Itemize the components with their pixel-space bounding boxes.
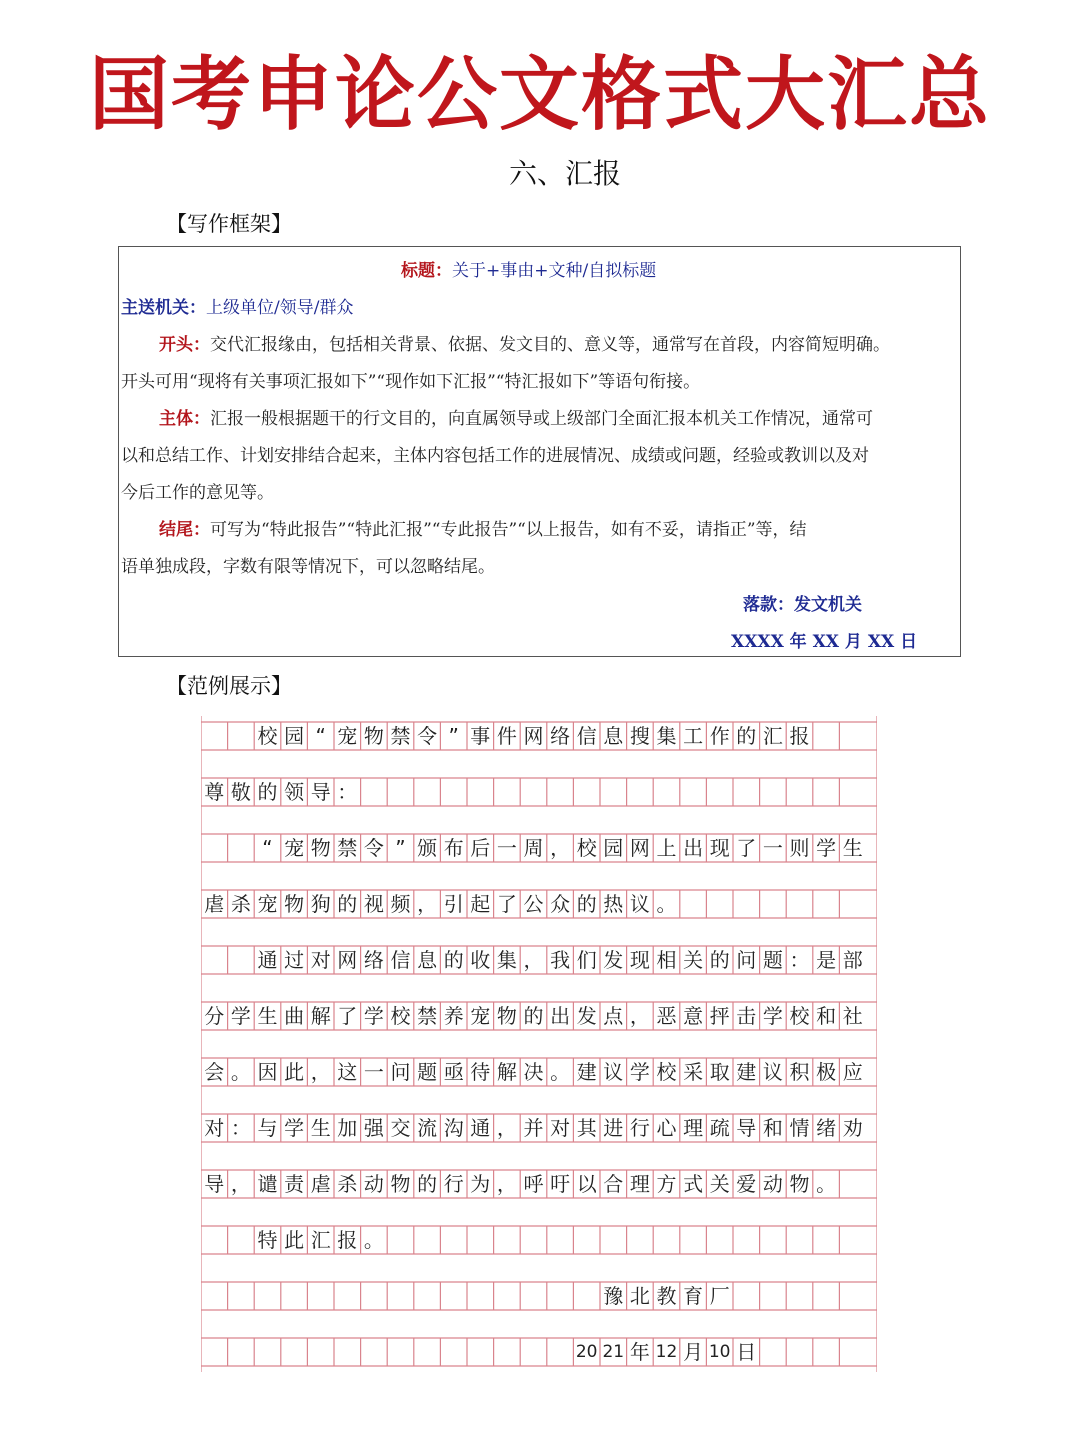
grid-char: 物 xyxy=(390,1172,411,1196)
grid-char: 息 xyxy=(417,948,438,972)
grid-char: 作 xyxy=(709,724,730,748)
grid-char: 12 xyxy=(655,1342,678,1362)
grid-char: 的 xyxy=(576,892,597,916)
ending-line-2: 语单独成段，字数有限等情况下，可以忽略结尾。 xyxy=(121,557,495,577)
grid-char: 引 xyxy=(443,892,464,916)
grid-char: 积 xyxy=(789,1060,810,1084)
signature-line xyxy=(743,590,862,615)
grid-char: 了 xyxy=(736,836,757,860)
grid-char: 沟 xyxy=(443,1116,464,1140)
grid-char: 动 xyxy=(363,1172,384,1196)
grid-char: 加 xyxy=(337,1116,358,1140)
grid-char: 疏 xyxy=(709,1116,730,1140)
grid-char: 信 xyxy=(390,948,411,972)
grid-char: 谴 xyxy=(257,1172,278,1196)
body-text-1: 汇报一般根据题干的行文目的，向直属领导或上级部门全面汇报本机关工作情况，通常可 xyxy=(210,409,873,429)
grid-char: 的 xyxy=(257,780,278,804)
grid-char: 学 xyxy=(284,1116,305,1140)
grid-char: 强 xyxy=(363,1116,384,1140)
grid-char: 导 xyxy=(204,1172,225,1196)
grid-char: 园 xyxy=(603,836,624,860)
body-line-2: 以和总结工作、计划安排结合起来，主体内容包括工作的进展情况、成绩或问题，经验或教训以及对 xyxy=(121,446,869,466)
grid-char: 工 xyxy=(683,724,704,748)
grid-char: 。 xyxy=(230,1060,251,1084)
example-label: 【范例展示】 xyxy=(166,674,292,698)
grid-char: 对 xyxy=(550,1116,571,1140)
grid-char: 一 xyxy=(363,1060,384,1084)
grid-char: 的 xyxy=(337,892,358,916)
grid-char: 众 xyxy=(550,892,571,916)
grid-char: 待 xyxy=(470,1060,491,1084)
grid-char: 布 xyxy=(443,836,464,860)
grid-char: 取 xyxy=(709,1060,730,1084)
grid-char: 月 xyxy=(683,1340,704,1364)
grid-char: 分 xyxy=(204,1004,225,1028)
grid-char: 虐 xyxy=(204,892,225,916)
grid-char: 校 xyxy=(789,1004,810,1028)
grid-char: 尊 xyxy=(204,780,225,804)
grid-char: 网 xyxy=(629,836,650,860)
grid-char: 的 xyxy=(709,948,730,972)
grid-char: 并 xyxy=(523,1116,544,1140)
grid-char: 议 xyxy=(603,1060,624,1084)
grid-char: 情 xyxy=(789,1116,810,1140)
title-label: 标题： xyxy=(401,261,452,281)
grid-char: 理 xyxy=(683,1116,704,1140)
grid-char: 公 xyxy=(523,892,544,916)
grid-char: 解 xyxy=(496,1060,517,1084)
grid-char: 热 xyxy=(603,892,624,916)
grid-char: 信 xyxy=(576,724,597,748)
grid-char: 起 xyxy=(470,892,491,916)
grid-char: 宠 xyxy=(470,1004,491,1028)
grid-char: 以 xyxy=(576,1172,597,1196)
grid-char: 抨 xyxy=(709,1004,730,1028)
grid-char: 交 xyxy=(390,1116,411,1140)
grid-char: 物 xyxy=(310,836,331,860)
grid-char: 收 xyxy=(470,948,491,972)
grid-char: 是 xyxy=(816,948,837,972)
grid-char: 养 xyxy=(443,1004,464,1028)
grid-char: 20 xyxy=(575,1342,598,1362)
body-line-1 xyxy=(159,404,873,429)
grid-char: 领 xyxy=(284,780,305,804)
grid-char: 汇 xyxy=(310,1228,331,1252)
grid-char: 虐 xyxy=(310,1172,331,1196)
title-text: 关于+事由+文种/自拟标题 xyxy=(452,261,657,281)
grid-char: 为 xyxy=(470,1172,491,1196)
grid-char: 极 xyxy=(816,1060,837,1084)
grid-char: 这 xyxy=(337,1060,358,1084)
grid-char: 禁 xyxy=(390,724,411,748)
grid-char: 现 xyxy=(709,836,730,860)
grid-char: 杀 xyxy=(337,1172,358,1196)
grid-char: 此 xyxy=(284,1060,305,1084)
grid-char: 行 xyxy=(443,1172,464,1196)
grid-char: 采 xyxy=(683,1060,704,1084)
grid-char: 10 xyxy=(708,1342,731,1362)
grid-char: 解 xyxy=(310,1004,331,1028)
grid-char: 们 xyxy=(576,948,597,972)
grid-char: 方 xyxy=(656,1172,677,1196)
grid-char: 事 xyxy=(470,724,491,748)
grid-char: ， xyxy=(629,1004,650,1028)
framework-date: XXXX 年 XX 月 XX 日 xyxy=(731,632,918,652)
signature-text: 发文机关 xyxy=(794,595,862,615)
grid-char: 汇 xyxy=(762,724,783,748)
grid-char: 报 xyxy=(789,724,810,748)
grid-char: 合 xyxy=(603,1172,624,1196)
grid-char: 相 xyxy=(656,948,677,972)
grid-char: 园 xyxy=(284,724,305,748)
grid-char: 21 xyxy=(602,1342,625,1362)
grid-char: “ xyxy=(315,724,326,748)
grid-char: 学 xyxy=(762,1004,783,1028)
grid-char: 一 xyxy=(762,836,783,860)
grid-char: 的 xyxy=(523,1004,544,1028)
grid-char: 。 xyxy=(816,1172,837,1196)
grid-char: 问 xyxy=(390,1060,411,1084)
grid-char: 发 xyxy=(603,948,624,972)
grid-char: 流 xyxy=(417,1116,438,1140)
grid-char: ， xyxy=(523,948,544,972)
opening-line-2: 开头可用“现将有关事项汇报如下”“现作如下汇报”“特汇报如下”等语句衔接。 xyxy=(121,372,701,392)
opening-label: 开头： xyxy=(159,335,210,355)
grid-char: ” xyxy=(448,724,459,748)
grid-char: 狗 xyxy=(310,892,331,916)
grid-char: 周 xyxy=(523,836,544,860)
grid-char: ， xyxy=(550,836,571,860)
grid-char: 绪 xyxy=(816,1116,837,1140)
grid-char: 责 xyxy=(284,1172,305,1196)
grid-char: 物 xyxy=(496,1004,517,1028)
grid-char: 豫 xyxy=(603,1284,624,1308)
framework-title-line xyxy=(401,256,656,281)
grid-char: 络 xyxy=(550,724,571,748)
grid-char: 问 xyxy=(736,948,757,972)
grid-char: 件 xyxy=(496,724,517,748)
grid-char: 。 xyxy=(550,1060,571,1084)
grid-char: ： xyxy=(337,780,358,804)
recipient-line xyxy=(121,293,353,318)
grid-char: 集 xyxy=(496,948,517,972)
grid-char: 吁 xyxy=(550,1172,571,1196)
grid-char: 宠 xyxy=(257,892,278,916)
grid-char: 物 xyxy=(789,1172,810,1196)
grid-char: 社 xyxy=(842,1004,863,1028)
grid-char: 网 xyxy=(337,948,358,972)
grid-char: 令 xyxy=(363,836,384,860)
grid-char: 亟 xyxy=(443,1060,464,1084)
framework-box xyxy=(118,246,961,657)
grid-char: 。 xyxy=(363,1228,384,1252)
grid-char: ， xyxy=(496,1116,517,1140)
grid-char: 禁 xyxy=(337,836,358,860)
grid-char: 令 xyxy=(417,724,438,748)
grid-char: 行 xyxy=(629,1116,650,1140)
grid-char: 对 xyxy=(310,948,331,972)
grid-char: 关 xyxy=(709,1172,730,1196)
grid-char: 现 xyxy=(629,948,650,972)
grid-char: 的 xyxy=(443,948,464,972)
grid-char: 和 xyxy=(816,1004,837,1028)
grid-char: “ xyxy=(262,836,273,860)
grid-char: 会 xyxy=(204,1060,225,1084)
grid-char: 曲 xyxy=(284,1004,305,1028)
grid-char: 年 xyxy=(629,1340,650,1364)
grid-char: 出 xyxy=(683,836,704,860)
grid-char: 应 xyxy=(842,1060,863,1084)
grid-char: 议 xyxy=(629,892,650,916)
grid-char: 过 xyxy=(284,948,305,972)
grid-char: 意 xyxy=(683,1004,704,1028)
recipient-label: 主送机关： xyxy=(121,298,206,318)
framework-label: 【写作框架】 xyxy=(166,212,292,236)
grid-char: 通 xyxy=(470,1116,491,1140)
grid-char: 对 xyxy=(204,1116,225,1140)
grid-char: 物 xyxy=(363,724,384,748)
grid-char: 宠 xyxy=(284,836,305,860)
grid-char: 其 xyxy=(576,1116,597,1140)
grid-char: 校 xyxy=(390,1004,411,1028)
grid-char: 集 xyxy=(656,724,677,748)
grid-char: 建 xyxy=(736,1060,757,1084)
grid-char: 此 xyxy=(284,1228,305,1252)
grid-char: 学 xyxy=(363,1004,384,1028)
grid-char: 报 xyxy=(337,1228,358,1252)
grid-char: 频 xyxy=(390,892,411,916)
grid-char: 则 xyxy=(789,836,810,860)
grid-char: 导 xyxy=(310,780,331,804)
grid-char: ” xyxy=(395,836,406,860)
grid-char: 心 xyxy=(656,1116,677,1140)
section-heading: 六、汇报 xyxy=(508,157,621,190)
grid-char: 息 xyxy=(603,724,624,748)
grid-char: 络 xyxy=(363,948,384,972)
grid-char: 厂 xyxy=(709,1284,730,1308)
grid-char: ， xyxy=(310,1060,331,1084)
grid-char: 关 xyxy=(683,948,704,972)
page-title: 国考申论公文格式大汇总 xyxy=(89,48,991,141)
grid-char: 敬 xyxy=(230,780,251,804)
grid-char: 与 xyxy=(257,1116,278,1140)
grid-char: 理 xyxy=(629,1172,650,1196)
grid-char: 导 xyxy=(736,1116,757,1140)
grid-char: 网 xyxy=(523,724,544,748)
grid-char: 发 xyxy=(576,1004,597,1028)
grid-char: ： xyxy=(789,948,810,972)
grid-char: 击 xyxy=(736,1004,757,1028)
grid-char: 了 xyxy=(337,1004,358,1028)
grid-char: 后 xyxy=(470,836,491,860)
grid-char: 校 xyxy=(576,836,597,860)
grid-char: 搜 xyxy=(629,724,650,748)
grid-char: 生 xyxy=(257,1004,278,1028)
grid-char: 了 xyxy=(496,892,517,916)
grid-char: 杀 xyxy=(230,892,251,916)
grid-char: 的 xyxy=(736,724,757,748)
grid-char: 议 xyxy=(762,1060,783,1084)
grid-char: 部 xyxy=(842,948,863,972)
grid-char: 生 xyxy=(842,836,863,860)
grid-char: 劝 xyxy=(842,1116,863,1140)
grid-char: 的 xyxy=(417,1172,438,1196)
ending-text-1: 可写为“特此报告”“特此汇报”“专此报告”“以上报告，如有不妥，请指正”等，结 xyxy=(210,520,807,540)
grid-char: 通 xyxy=(257,948,278,972)
grid-char: 教 xyxy=(656,1284,677,1308)
grid-char: 决 xyxy=(523,1060,544,1084)
grid-char: 物 xyxy=(284,892,305,916)
grid-char: 校 xyxy=(257,724,278,748)
grid-char: 式 xyxy=(683,1172,704,1196)
body-line-3: 今后工作的意见等。 xyxy=(121,483,274,503)
grid-char: 上 xyxy=(656,836,677,860)
grid-char: 我 xyxy=(550,948,571,972)
grid-char: 题 xyxy=(762,948,783,972)
body-label: 主体： xyxy=(159,409,210,429)
grid-char: 日 xyxy=(736,1340,757,1364)
grid-char: 进 xyxy=(603,1116,624,1140)
opening-line-1 xyxy=(159,330,890,355)
grid-char: 校 xyxy=(656,1060,677,1084)
manuscript-grid xyxy=(201,716,877,1372)
grid-char: 学 xyxy=(816,836,837,860)
grid-char: 点 xyxy=(603,1004,624,1028)
grid-char: 生 xyxy=(310,1116,331,1140)
grid-char: 出 xyxy=(550,1004,571,1028)
grid-char: 宠 xyxy=(337,724,358,748)
grid-char: ， xyxy=(230,1172,251,1196)
grid-char: 爱 xyxy=(736,1172,757,1196)
opening-text-1: 交代汇报缘由，包括相关背景、依据、发文目的、意义等，通常写在首段，内容简短明确。 xyxy=(210,335,890,355)
grid-char: 禁 xyxy=(417,1004,438,1028)
grid-char: 呼 xyxy=(523,1172,544,1196)
grid-char: ， xyxy=(417,892,438,916)
ending-label: 结尾： xyxy=(159,520,210,540)
recipient-text: 上级单位/领导/群众 xyxy=(206,298,354,318)
grid-char: 和 xyxy=(762,1116,783,1140)
grid-char: 一 xyxy=(496,836,517,860)
grid-char: 视 xyxy=(363,892,384,916)
grid-char: ， xyxy=(496,1172,517,1196)
grid-char: 因 xyxy=(257,1060,278,1084)
grid-char: 育 xyxy=(683,1284,704,1308)
signature-label: 落款： xyxy=(743,595,794,615)
grid-char: 学 xyxy=(230,1004,251,1028)
grid-char: ： xyxy=(230,1116,251,1140)
grid-char: 颁 xyxy=(417,836,438,860)
grid-char: 学 xyxy=(629,1060,650,1084)
grid-char: 建 xyxy=(576,1060,597,1084)
grid-char: 北 xyxy=(629,1284,650,1308)
grid-char: 动 xyxy=(762,1172,783,1196)
grid-char: 特 xyxy=(257,1228,278,1252)
grid-char: 。 xyxy=(656,892,677,916)
ending-line-1 xyxy=(159,515,807,540)
grid-char: 题 xyxy=(417,1060,438,1084)
grid-char: 恶 xyxy=(656,1004,677,1028)
